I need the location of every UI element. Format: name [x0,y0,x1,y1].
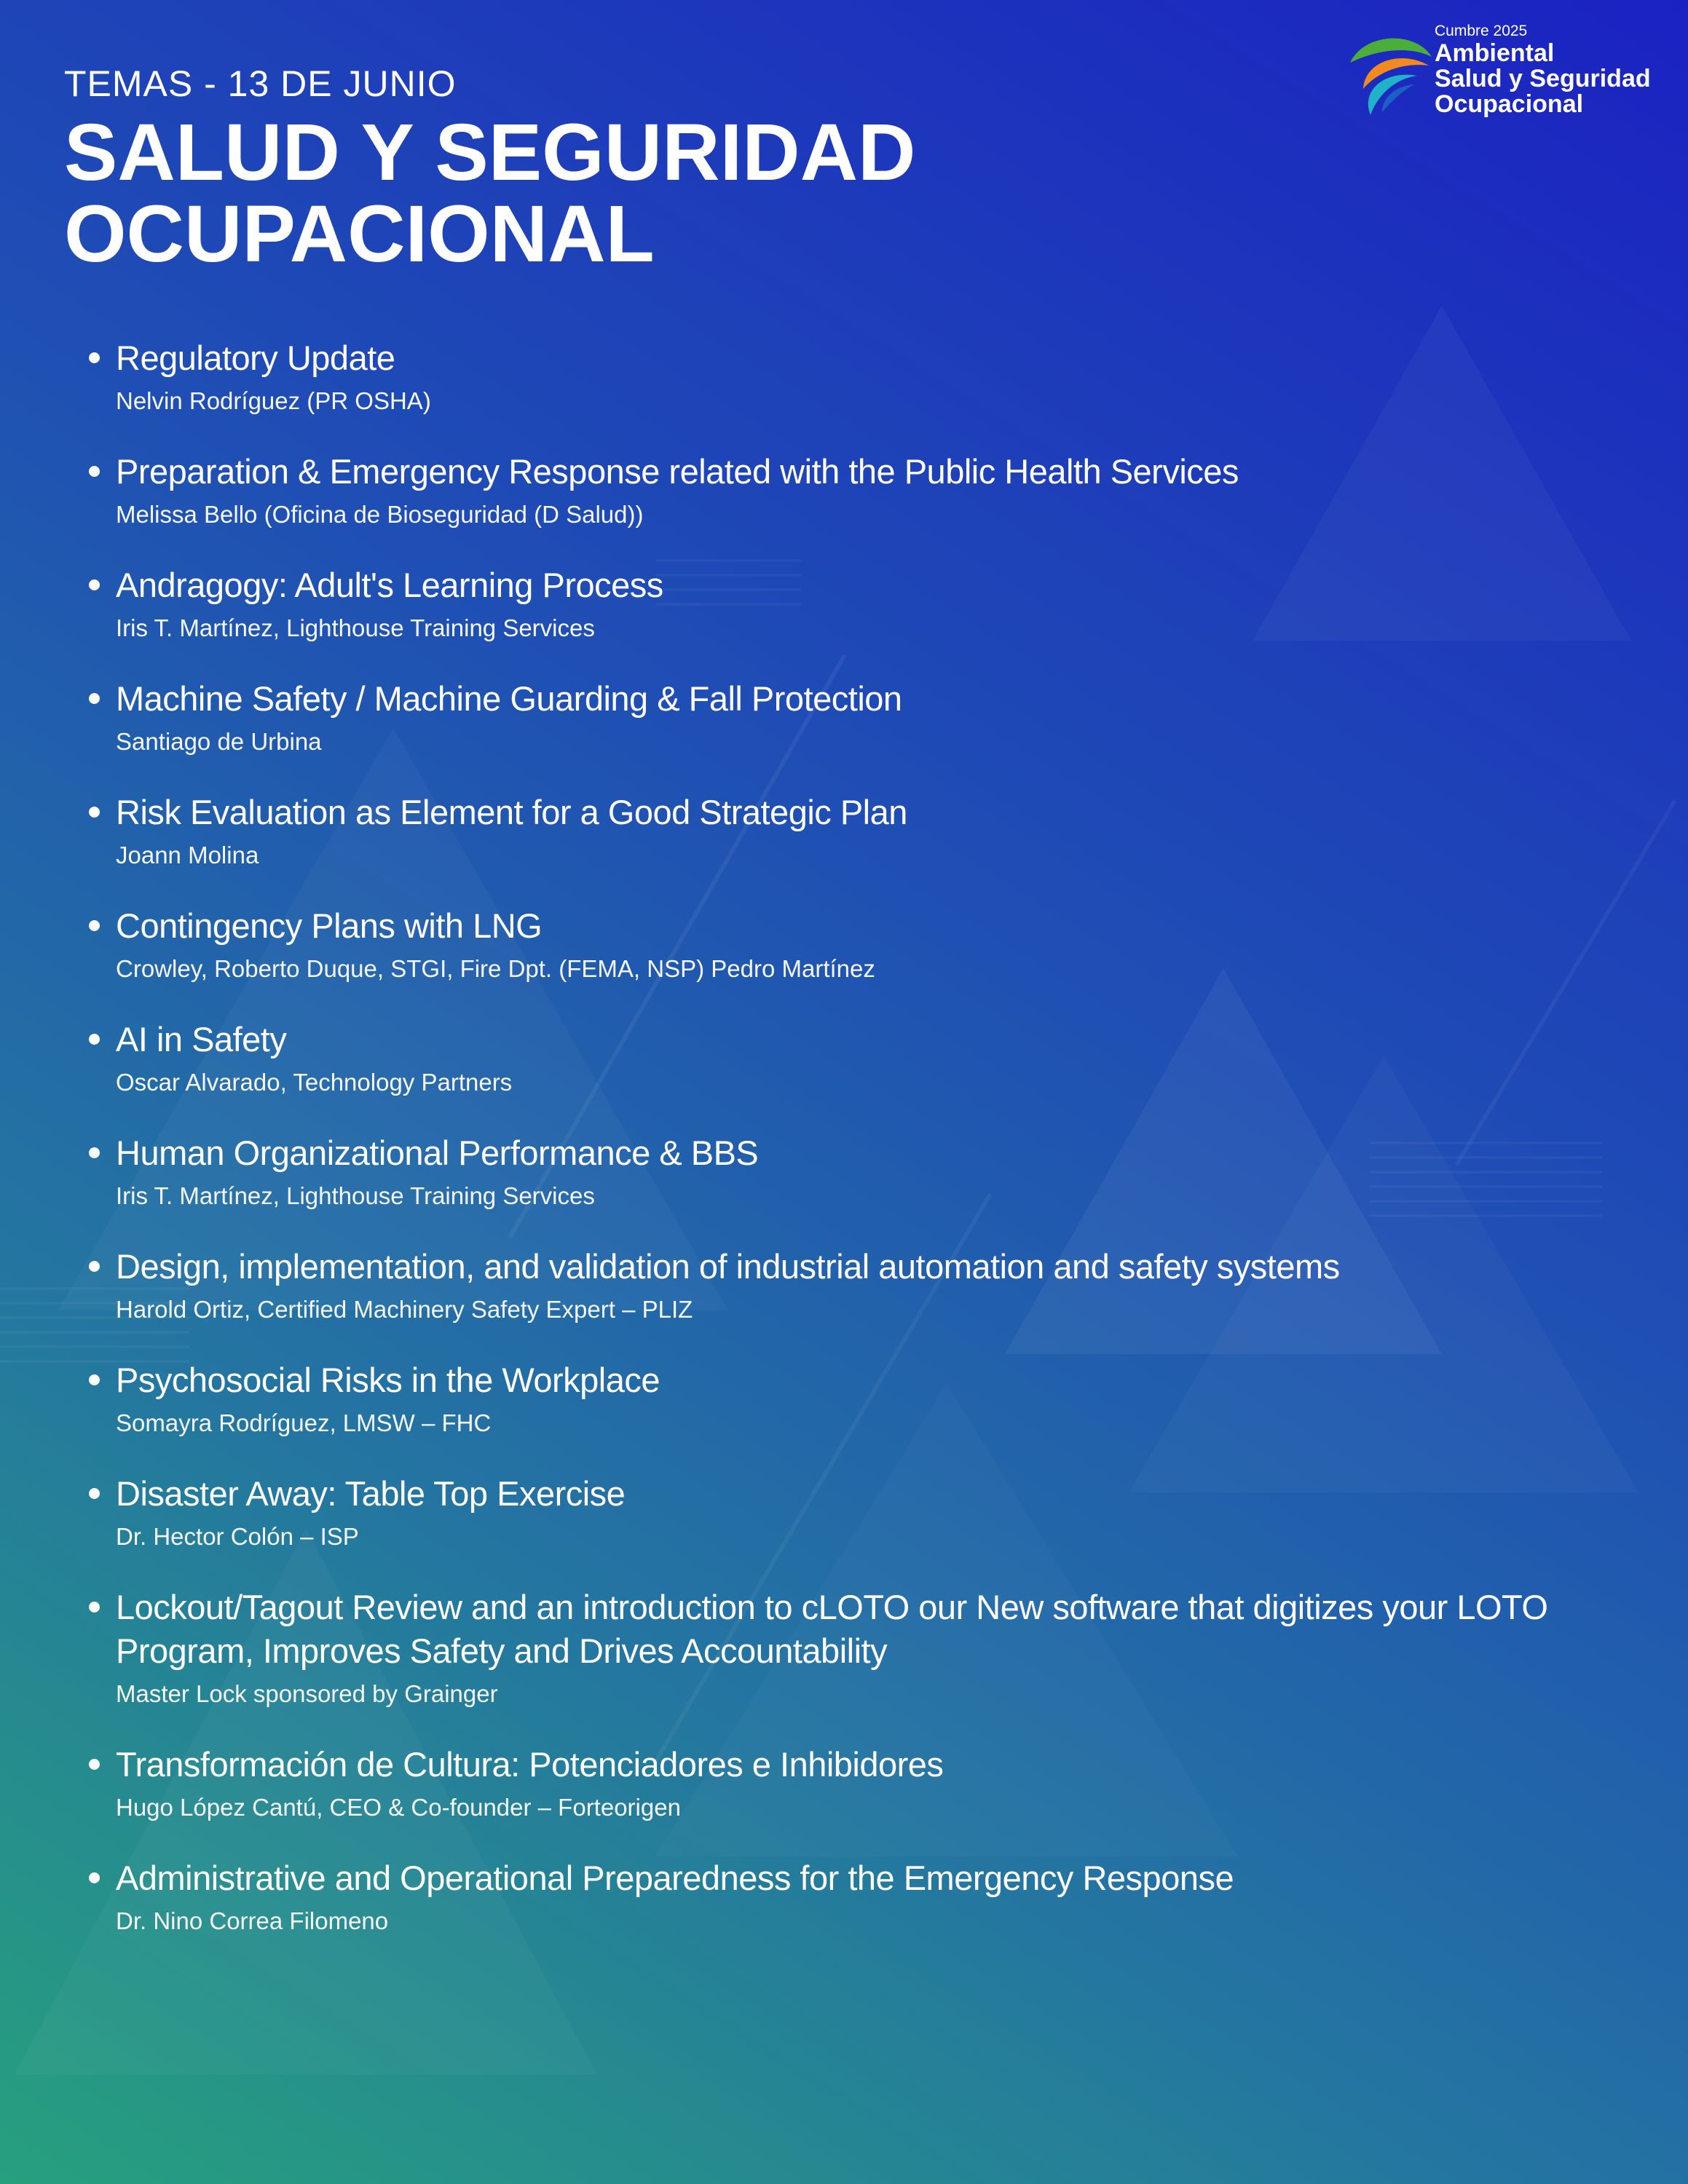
logo-line-3: Ocupacional [1435,90,1584,118]
topic-speaker: Harold Ortiz, Certified Machinery Safety Expert – PLIZ [116,1296,693,1323]
topic-title: Andragogy: Adult's Learning Process [116,566,663,604]
topic-title: Contingency Plans with LNG [116,906,543,945]
page-title-line-1: SALUD Y SEGURIDAD [64,108,916,197]
bullet-icon [89,579,100,590]
topic-speaker: Iris T. Martínez, Lighthouse Training Services [116,1182,595,1209]
topic-title: Regulatory Update [116,339,395,377]
topic-title: Design, implementation, and validation of industrial automation and safety systems [116,1247,1340,1286]
topic-speaker: Iris T. Martínez, Lighthouse Training Services [116,614,595,641]
topic-item [89,791,1618,871]
page-header [64,61,916,279]
leaf-logo-icon [1344,28,1437,121]
bullet-icon [89,1872,100,1883]
topic-list [89,336,1618,1970]
topic-item [89,1358,1618,1439]
event-logo [1344,22,1672,124]
topic-item [89,1472,1618,1552]
page-title-line-2: OCUPACIONAL [64,189,655,279]
bullet-icon [89,352,100,363]
topic-title: AI in Safety [116,1020,287,1059]
topic-speaker: Hugo López Cantú, CEO & Co-founder – Forteorigen [116,1794,681,1821]
logo-line-2: Salud y Seguridad [1435,65,1651,92]
topic-title: Risk Evaluation as Element for a Good Strategic Plan [116,793,907,831]
topic-item [89,677,1618,757]
bullet-icon [89,1759,100,1770]
page-subtitle: TEMAS - 13 DE JUNIO [64,63,457,104]
topic-speaker: Santiago de Urbina [116,728,322,755]
topic-item [89,1586,1618,1709]
bullet-icon [89,920,100,931]
logo-year-text: Cumbre 2025 [1435,23,1528,39]
topic-speaker: Dr. Nino Correa Filomeno [116,1907,389,1934]
topic-item [89,450,1618,530]
topic-item [89,1018,1618,1098]
topic-title: Disaster Away: Table Top Exercise [116,1474,626,1513]
bullet-icon [89,1602,100,1613]
bullet-icon [89,1034,100,1045]
topic-title: Administrative and Operational Preparedness for the Emergency Response [116,1859,1234,1897]
topic-speaker: Master Lock sponsored by Grainger [116,1680,498,1707]
page-title [64,108,916,279]
topic-speaker: Somayra Rodríguez, LMSW – FHC [116,1409,492,1436]
topic-speaker: Joann Molina [116,842,259,869]
topic-title: Machine Safety / Machine Guarding & Fall Protection [116,679,902,718]
topic-title: Preparation & Emergency Response related with the Public Health Services [116,452,1239,491]
topic-speaker: Melissa Bello (Oficina de Bioseguridad (D Salud)) [116,501,644,528]
topic-item [89,1131,1618,1211]
topic-item [89,904,1618,984]
bullet-icon [89,466,100,477]
topic-title: Transformación de Cultura: Potenciadores e Inhibidores [116,1745,944,1784]
topic-item [89,1856,1618,1936]
topic-speaker: Nelvin Rodríguez (PR OSHA) [116,387,431,414]
bullet-icon [89,1374,100,1385]
topic-title: Human Organizational Performance & BBS [116,1133,759,1172]
topic-item [89,1245,1618,1325]
topic-item [89,1743,1618,1823]
topic-speaker: Crowley, Roberto Duque, STGI, Fire Dpt. (FEMA, NSP) Pedro Martínez [116,955,875,982]
topic-title: Lockout/Tagout Review and an introduction to cLOTO our New software that digitizes your LOTO Program, Improves Safety and Drives Accountability [116,1588,1548,1670]
bullet-icon [89,693,100,704]
bullet-icon [89,1147,100,1158]
topic-item [89,336,1618,416]
bullet-icon [89,1488,100,1499]
topic-item [89,563,1618,644]
bullet-icon [89,1261,100,1272]
topic-title: Psychosocial Risks in the Workplace [116,1361,660,1399]
bullet-icon [89,807,100,818]
topic-speaker: Oscar Alvarado, Technology Partners [116,1069,513,1096]
topic-speaker: Dr. Hector Colón – ISP [116,1523,359,1550]
logo-line-1: Ambiental [1435,39,1555,67]
